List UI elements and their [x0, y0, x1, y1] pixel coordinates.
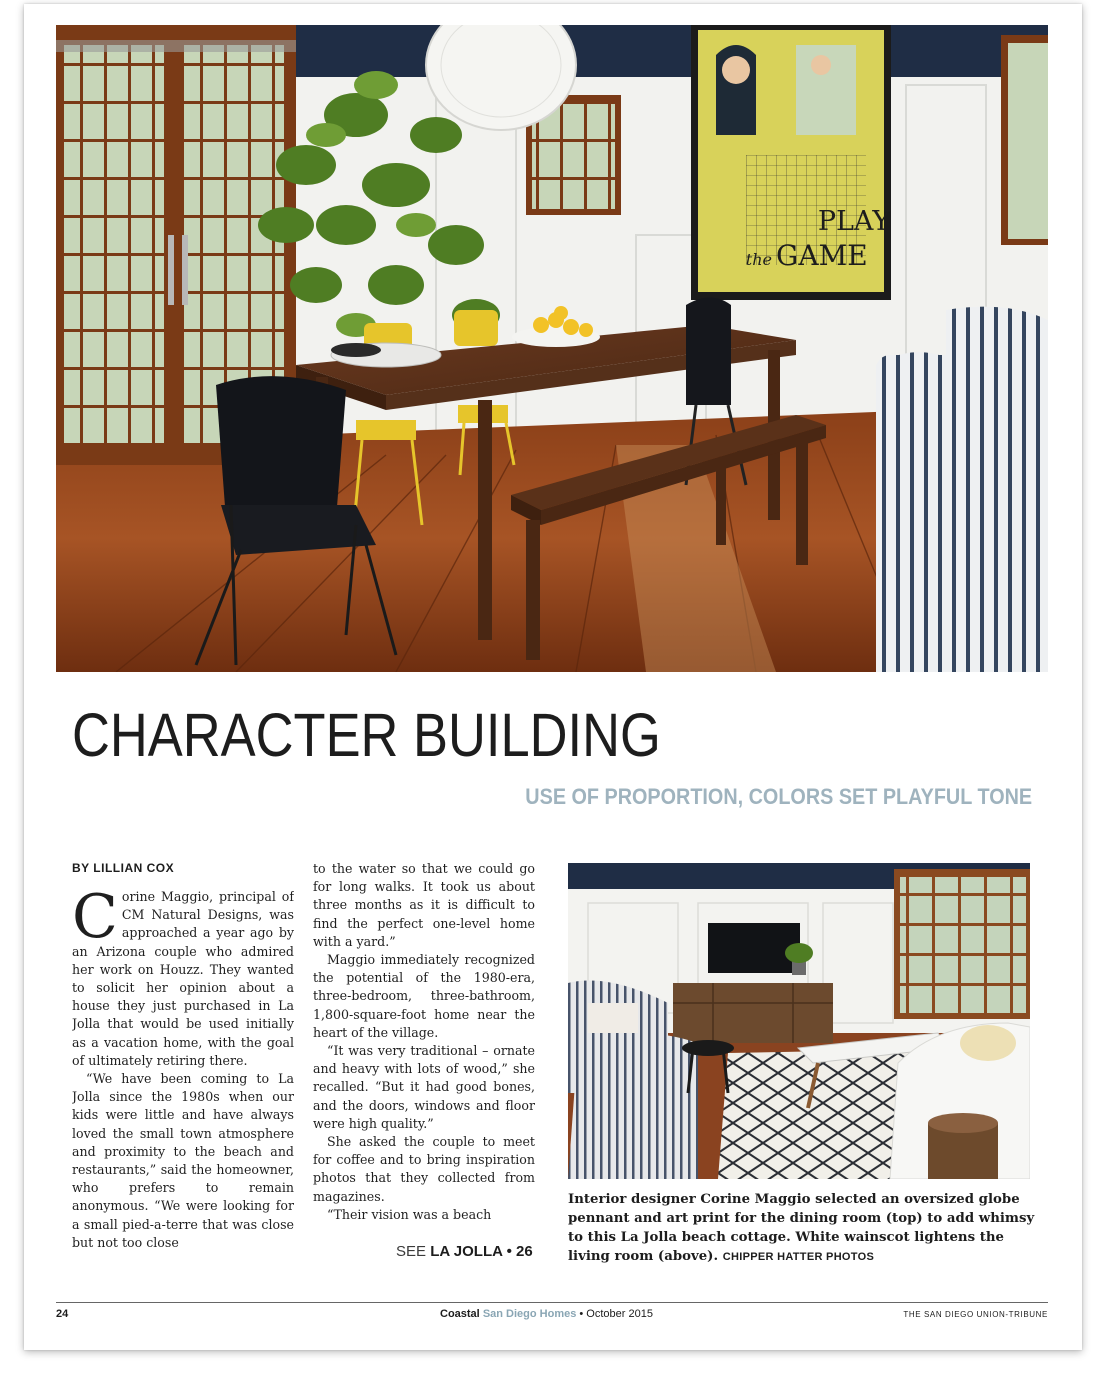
article-headline: CHARACTER BUILDING — [72, 701, 661, 769]
poster-text-play: PLAY — [817, 206, 891, 237]
continued-jump[interactable] — [396, 1243, 533, 1260]
paragraph: “It was very traditional – ornate and heavy with lots of wood,” she recalled. “But it had good bones, and the doors, windows and floor were high quality.” — [313, 1043, 535, 1131]
footer-divider — [56, 1302, 1048, 1303]
drop-cap: C — [72, 888, 118, 952]
paragraph: “We have been coming to La Jolla since the 1980s when our kids were little and have always loved the small town atmosphere and proximity to the beach and restaurants,” said the homeowner, who prefers to remain anonymous. “We were looking for a small pied-a-terre that was close but not too close — [72, 1071, 294, 1250]
page-number: 24 — [56, 1308, 69, 1320]
paragraph: “Their vision was a beach — [327, 1206, 492, 1222]
article-column-1 — [72, 888, 294, 1266]
paragraph: Maggio immediately recognized the potential of the 1980-era, three-bedroom, three-bathroom, 1,800-square-foot home near the heart of the village. — [313, 952, 535, 1040]
jump-target: LA JOLLA • 26 — [430, 1243, 533, 1260]
photo-caption — [568, 1190, 1040, 1267]
dining-room-photo — [56, 25, 1048, 672]
paragraph: She asked the couple to meet for coffee and to bring inspiration photos that they collected from magazines. — [313, 1134, 535, 1204]
footer-magazine: San Diego Homes — [482, 1308, 577, 1320]
paragraph — [72, 888, 294, 1070]
caption-text: Interior designer Corine Maggio selected an oversized globe pennant and art print for the dining room (top) to add whimsy to this La Jolla beach cottage. White wainscot lightens the living room (above). — [568, 1192, 1035, 1264]
paragraph-text: orine Maggio, principal of CM Natural Designs, was approached a year ago by an Arizona couple who admired her work on Houzz. They wanted to solicit her opinion about a house they just purchased in La Jolla that would be used initially as a vacation home, with the goal of ultimately retiring there. — [72, 889, 294, 1068]
paragraph: to the water so that we could go for long walks. It took us about three months as it is difficult to find the perfect one-level home with a yard.” — [313, 861, 535, 949]
poster-text-game: GAME — [776, 239, 868, 272]
byline: BY LILLIAN COX — [72, 861, 175, 875]
photo-credit: CHIPPER HATTER PHOTOS — [722, 1251, 875, 1263]
footer-publication — [440, 1308, 653, 1320]
article-subhead: USE OF PROPORTION, COLORS SET PLAYFUL TONE — [525, 784, 1032, 809]
poster-text-the: the — [745, 250, 772, 269]
footer-publisher: THE SAN DIEGO UNION-TRIBUNE — [903, 1310, 1048, 1319]
footer-issue: • October 2015 — [576, 1308, 653, 1320]
jump-see: SEE — [396, 1243, 431, 1260]
article-column-2 — [313, 860, 535, 1232]
footer-brand: Coastal — [440, 1308, 480, 1320]
living-room-photo — [568, 863, 1030, 1179]
